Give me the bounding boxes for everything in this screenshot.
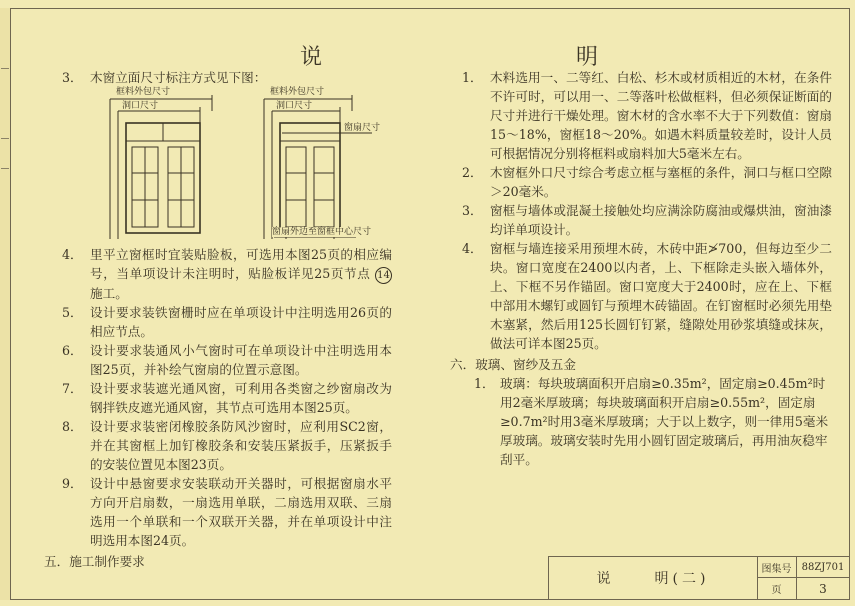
item-text: 木窗框外口尺寸综合考虑立框与塞框的条件，洞口与框口空隙＞20毫米。: [490, 165, 832, 199]
item-number: 5．: [62, 305, 83, 320]
note-item-7: [62, 379, 392, 417]
item-number: 9．: [62, 476, 83, 491]
sub-item-glass: [474, 374, 832, 469]
note-item-6: [62, 341, 392, 379]
item-number: 6．: [62, 343, 83, 358]
item-text: 窗框与墙连接采用预埋木砖，木砖中距≯700，但每边至少二块。窗口宽度在2400以内者，上、下框除走头嵌入墙体外，上、下框不另作锚固。窗口宽度大于2400时，应在上、下框中部用木螺钉或圆钉与预埋木砖锚固。在钉窗框时必须先用垫木塞紧，然后用125长圆钉钉紧，缝隙处用砂浆填缝或抹灰，做法可详本图25页。: [490, 241, 832, 351]
note-item-r1: [462, 68, 832, 163]
title-block: [548, 556, 850, 600]
item-number: 1．: [462, 70, 483, 85]
section-heading-5: 五．施工制作要求: [44, 554, 145, 569]
note-item-9: [62, 474, 392, 550]
note-item-r4: [462, 239, 832, 353]
note-item-3: [62, 68, 392, 87]
title-char-right: 明: [575, 45, 600, 70]
item-text: 玻璃：每块玻璃面积开启扇≥0.35m²，固定扇≥0.45m²时用2毫米厚玻璃；每块玻璃面积开启扇≥0.55m²，固定扇≥0.7m²时用3毫米厚玻璃；大于以上数字，则一律用5毫米厚玻璃。玻璃安装时先用小圆钉固定玻璃后，再用油灰稳牢刮平。: [500, 376, 829, 467]
section-heading-6: 六．玻璃、窗纱及五金: [450, 357, 576, 372]
item-text: 设计要求装通风小气窗时可在单项设计中注明选用本图25页，并补绘气窗扇的位置示意图。: [90, 343, 392, 377]
title-block-name: [549, 557, 758, 599]
diagram-drawing: [82, 89, 392, 239]
drawing-no: 88ZJ701: [797, 557, 849, 578]
binding-mark: [1, 168, 9, 169]
label-opening: 洞口尺寸: [122, 101, 159, 111]
binding-mark: [1, 138, 9, 139]
note-item-r2: [462, 163, 832, 201]
item-text: 设计要求装遮光通风窗，可利用各类窗之纱窗扇改为钢拌铁皮遮光通风窗，其节点可选用本图25页。: [90, 381, 392, 415]
title-block-name-left: 说: [596, 571, 615, 587]
right-column: [450, 68, 832, 469]
item-number: 3．: [462, 203, 483, 218]
node-circle: 14: [375, 267, 392, 284]
item-text: 木窗立面尺寸标注方式见下图：: [90, 70, 267, 85]
item-number: 1．: [474, 376, 495, 391]
item-number: 2．: [462, 165, 483, 180]
item-text: 设计要求装密闭橡胶条防风沙窗时，应利用SC2窗，并在其窗框上加钉橡胶条和安装压紧扳手，压紧扳手的安装位置见本图23页。: [90, 419, 392, 472]
item-number: 4．: [62, 247, 83, 262]
note-item-4: [62, 245, 392, 303]
label-sash: 窗扇尺寸: [344, 123, 381, 133]
left-column: [44, 68, 392, 571]
item-text: 木料选用一、二等红、白松、杉木或材质相近的木材，在条件不许可时，可以用一、二等落叶松做框料，但必须保证断面的尺寸并进行干燥处理。窗木材的含水率不大于下列数值：窗扇15～18%，窗框18～20%。如遇木料质量较差时，设计人员可根据情况分别将框料或扇料加大5毫米左右。: [490, 70, 832, 161]
title-char-left: 说: [300, 45, 325, 70]
page-number: 3: [819, 581, 827, 596]
page-label: 页: [757, 578, 797, 599]
item-number: 7．: [62, 381, 83, 396]
note-item-5: [62, 303, 392, 341]
item-text-body: 里平立窗框时宜装贴脸板，可选用本图25页的相应编号，当单项设计未注明时，贴脸板详见25页节点: [90, 247, 392, 281]
label-frame-outer-2: 框料外包尺寸: [270, 87, 325, 97]
item-number: 3．: [62, 70, 83, 85]
title-block-name-right: 明(二): [654, 571, 710, 587]
drawing-no-label: 图集号: [757, 557, 797, 578]
item-text: 设计中悬窗要求安装联动开关器时，可根据窗扇水平方向开启扇数，一扇选用单联，二扇选用双联、三扇选用一个单联和一个双联开关器，并在单项设计中注明选用本图24页。: [90, 476, 392, 548]
item-text-tail: 施工。: [90, 286, 128, 301]
item-number: 8．: [62, 419, 83, 434]
binding-mark: [1, 68, 9, 69]
note-item-r3: [462, 201, 832, 239]
item-number: 4．: [462, 241, 483, 256]
page-title: [300, 40, 600, 71]
item-text: [90, 245, 392, 303]
note-item-8: [62, 417, 392, 474]
label-frame-outer: 框料外包尺寸: [116, 87, 171, 97]
window-dimension-diagram: [82, 89, 392, 239]
label-center: 窗扇外边至窗框中心尺寸: [272, 227, 372, 237]
item-text: 设计要求装铁窗栅时应在单项设计中注明选用26页的相应节点。: [90, 305, 392, 339]
item-text: 窗框与墙体或混凝土接触处均应满涂防腐油或爆烘油，窗油漆均详单项设计。: [490, 203, 832, 237]
label-opening-2: 洞口尺寸: [276, 101, 313, 111]
